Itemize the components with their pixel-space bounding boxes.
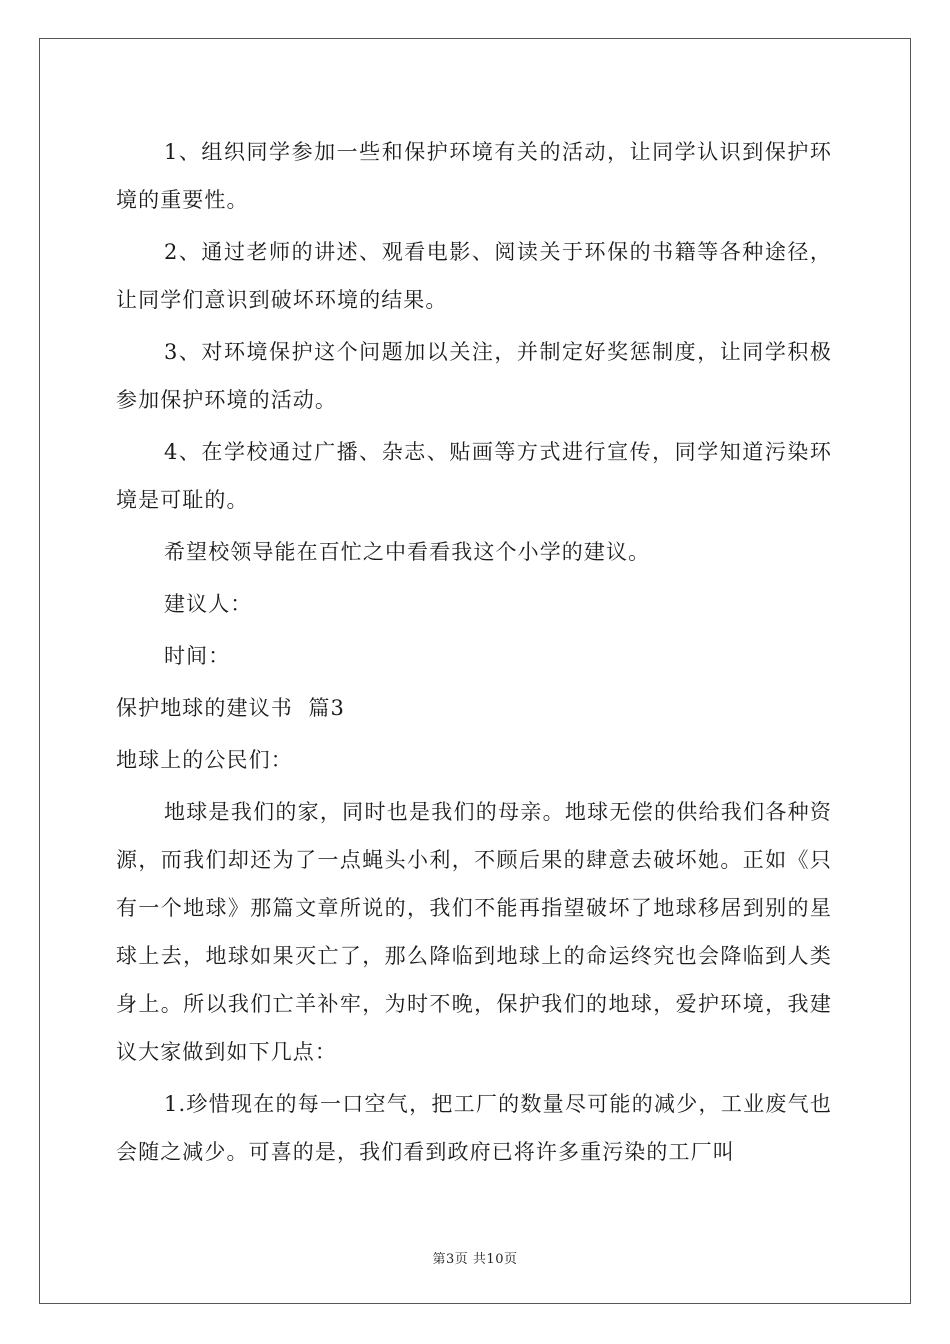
page-number-footer: 第3页 共10页 <box>432 1252 518 1267</box>
closing-sentence: 希望校领导能在百忙之中看看我这个小学的建议。 <box>164 540 651 564</box>
paragraph-item-2: 2、通过老师的讲述、观看电影、阅读关于环保的书籍等各种途径，让同学们意识到破坏环境的结果。 <box>116 240 832 312</box>
date-line: 时间： <box>164 644 231 668</box>
section-heading: 保护地球的建议书 篇3 <box>116 696 345 720</box>
proposer-line: 建议人： <box>164 592 253 616</box>
paragraph-item-3: 3、对环境保护这个问题加以关注，并制定好奖惩制度，让同学积极参加保护环境的活动。 <box>116 340 832 412</box>
suggestion-item-1: 1.珍惜现在的每一口空气，把工厂的数量尽可能的减少，工业废气也会随之减少。可喜的是，我们看到政府已将许多重污染的工厂叫 <box>116 1092 832 1164</box>
paragraph-item-4: 4、在学校通过广播、杂志、贴画等方式进行宣传，同学知道污染环境是可耻的。 <box>116 440 832 512</box>
body-paragraph: 地球是我们的家，同时也是我们的母亲。地球无偿的供给我们各种资源，而我们却还为了一点蝇头小利，不顾后果的肆意去破坏她。正如《只有一个地球》那篇文章所说的，我们不能再指望破坏了地球移居到别的星球上去，地球如果灭亡了，那么降临到地球上的命运终究也会降临到人类身上。所以我们亡羊补牢，为时不晚，保护我们的地球，爱护环境，我建议大家做到如下几点： <box>116 800 832 1064</box>
salutation: 地球上的公民们： <box>116 748 293 772</box>
document-body <box>116 128 832 1176</box>
paragraph-item-1: 1、组织同学参加一些和保护环境有关的活动，让同学认识到保护环境的重要性。 <box>116 140 832 212</box>
